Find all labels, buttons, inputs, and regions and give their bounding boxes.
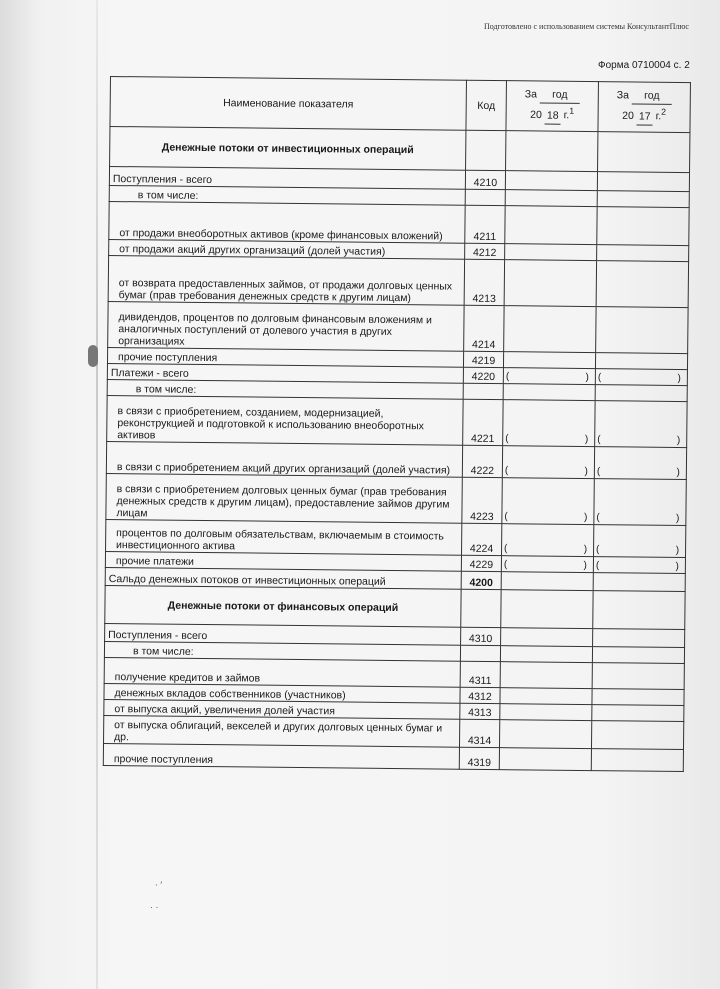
- cash-flow-table-wrap: [103, 76, 690, 772]
- indicator-name: в связи с приобретением долговых ценных бумаг (прав требования денежных средств к другим лицам), предоставление займов другим лицам: [106, 473, 462, 523]
- indicator-name: в том числе:: [104, 641, 460, 661]
- value-cell-period2[interactable]: [598, 132, 690, 173]
- period1-year: 18: [545, 108, 561, 124]
- table-row: [108, 255, 688, 307]
- value-cell-period2[interactable]: [593, 629, 685, 648]
- close-paren: ): [676, 434, 681, 446]
- table-header-row: [110, 77, 690, 133]
- indicator-name: от продажи акций других организаций (долей участия): [109, 239, 465, 259]
- period1-prefix: 20: [530, 109, 542, 122]
- value-cell-period1[interactable]: [505, 244, 597, 261]
- indicator-code: 4224: [462, 523, 502, 555]
- open-paren: (: [596, 512, 600, 524]
- indicator-code: 4223: [462, 477, 502, 523]
- indicator-code: [460, 645, 500, 661]
- value-cell-period2[interactable]: [592, 647, 684, 664]
- scan-specks: ⋅ ′: [155, 880, 163, 890]
- indicator-code: [466, 130, 506, 170]
- period1-note: 1: [569, 106, 575, 117]
- close-paren: ): [675, 512, 680, 524]
- value-cell-period2[interactable]: [597, 207, 689, 246]
- open-paren: (: [597, 434, 601, 446]
- value-cell-period2[interactable]: [594, 447, 686, 480]
- column-header-name: Наименование показателя: [110, 77, 467, 131]
- close-paren: ): [583, 559, 587, 572]
- indicator-code: 4313: [460, 703, 500, 719]
- value-cell-period2[interactable]: [593, 573, 685, 592]
- close-paren: ): [585, 371, 589, 384]
- close-paren: ): [584, 465, 588, 478]
- value-cell-period1[interactable]: [503, 400, 595, 447]
- scan-specks-2: · ·: [150, 902, 159, 912]
- open-paren: (: [504, 543, 508, 555]
- close-paren: ): [677, 372, 681, 384]
- indicator-name: Сальдо денежных потоков от инвестиционных операций: [105, 567, 461, 589]
- indicator-code: 4314: [459, 719, 499, 747]
- period1-period: год: [540, 88, 580, 104]
- value-cell-period2[interactable]: [592, 705, 684, 722]
- indicator-name: в том числе:: [107, 379, 463, 399]
- value-cell-period2[interactable]: [593, 591, 685, 630]
- indicator-code: 4222: [462, 445, 502, 477]
- binder-hole: [88, 345, 98, 367]
- table-row: [106, 441, 686, 479]
- indicator-name: от выпуска облигаций, векселей и других долговых ценных бумаг и др.: [104, 715, 460, 747]
- table-row: [108, 301, 688, 353]
- indicator-name: Поступления - всего: [105, 623, 461, 645]
- table-body: [103, 127, 690, 772]
- value-cell-period2[interactable]: [596, 307, 688, 354]
- indicator-code: 4213: [464, 259, 504, 305]
- value-cell-period1[interactable]: [505, 171, 597, 191]
- indicator-code: 4220: [463, 367, 503, 383]
- close-paren: ): [584, 433, 589, 446]
- value-cell-period1[interactable]: [501, 572, 593, 591]
- value-cell-period1[interactable]: [506, 131, 598, 172]
- indicator-code: 4229: [461, 555, 501, 571]
- value-cell-period2[interactable]: [596, 261, 688, 308]
- indicator-code: [461, 589, 501, 627]
- cash-flow-table: [103, 76, 691, 772]
- value-cell-period2[interactable]: [595, 369, 687, 386]
- section-title: Денежные потоки от инвестиционных операций: [110, 127, 466, 171]
- section-row: [110, 127, 690, 173]
- open-paren: (: [596, 544, 600, 556]
- value-cell-period1[interactable]: [499, 748, 591, 771]
- indicator-name: от возврата предоставленных займов, от продажи долговых ценных бумаг (прав требования денежных средств к другим лицам): [108, 255, 464, 305]
- period2-note: 2: [661, 107, 667, 118]
- period2-prefix: 20: [622, 110, 634, 123]
- value-cell-period1[interactable]: [502, 478, 594, 525]
- open-paren: (: [596, 466, 601, 478]
- indicator-code: 4211: [465, 205, 505, 243]
- indicator-name: в связи с приобретением акций других организаций (долей участия): [106, 441, 462, 477]
- close-paren: ): [583, 543, 588, 556]
- indicator-name: прочие поступления: [103, 743, 459, 769]
- page-fold: [96, 0, 98, 989]
- value-cell-period1[interactable]: [503, 368, 595, 385]
- indicator-name: от выпуска акций, увеличения долей участия: [104, 699, 460, 719]
- indicator-code: 4312: [460, 687, 500, 703]
- period2-year: 17: [637, 109, 653, 125]
- indicator-code: 4221: [463, 399, 503, 445]
- value-cell-period2[interactable]: [593, 525, 685, 558]
- indicator-name: прочие поступления: [107, 347, 463, 367]
- value-cell-period2[interactable]: [595, 401, 687, 448]
- open-paren: (: [597, 372, 602, 384]
- indicator-name: от продажи внеоборотных активов (кроме финансовых вложений): [109, 201, 465, 243]
- value-cell-period2[interactable]: [597, 191, 689, 208]
- column-header-period2: [598, 82, 691, 133]
- prepared-with-note: Подготовлено с использованием системы КонсультантПлюс: [484, 22, 689, 31]
- indicator-code: 4310: [461, 627, 501, 645]
- indicator-name: процентов по долговым обязательствам, включаемым в стоимость инвестиционного актива: [106, 519, 462, 555]
- value-cell-period1[interactable]: [504, 306, 596, 353]
- value-cell-period1[interactable]: [501, 590, 593, 629]
- value-cell-period2[interactable]: [591, 749, 683, 772]
- indicator-code: 4214: [464, 305, 504, 351]
- value-cell-period1[interactable]: [504, 260, 596, 307]
- value-cell-period1[interactable]: [501, 556, 593, 573]
- open-paren: (: [595, 560, 600, 572]
- table-row: [106, 519, 686, 557]
- value-cell-period2[interactable]: [592, 663, 684, 690]
- value-cell-period1[interactable]: [499, 720, 591, 749]
- value-cell-period2[interactable]: [591, 721, 683, 750]
- value-cell-period2[interactable]: [592, 689, 684, 706]
- indicator-code: 4319: [459, 747, 499, 769]
- period1-suffix: г.: [563, 109, 570, 122]
- value-cell-period1[interactable]: [503, 352, 595, 369]
- period2-suffix: г.: [655, 110, 662, 123]
- value-cell-period1[interactable]: [502, 446, 594, 479]
- value-cell-period2[interactable]: [595, 353, 687, 370]
- close-paren: ): [676, 466, 680, 478]
- indicator-code: 4219: [463, 351, 503, 367]
- value-cell-period1[interactable]: [500, 704, 592, 721]
- period2-za: За: [616, 89, 630, 102]
- value-cell-period2[interactable]: [593, 557, 685, 574]
- table-row: [103, 743, 683, 771]
- close-paren: ): [675, 544, 680, 556]
- indicator-code: [463, 383, 503, 399]
- table-row: [109, 201, 689, 245]
- indicator-name: в связи с приобретением, созданием, модернизацией, реконструкцией и подготовкой к использованию внеоборотных активов: [107, 395, 463, 445]
- value-cell-period2[interactable]: [597, 245, 689, 262]
- open-paren: (: [504, 465, 509, 477]
- indicator-code: 4311: [460, 661, 500, 687]
- value-cell-period1[interactable]: [501, 524, 593, 557]
- indicator-name: получение кредитов и займов: [104, 657, 460, 687]
- period2-period: год: [632, 89, 672, 105]
- section-row: [105, 585, 685, 629]
- indicator-name: Платежи - всего: [107, 363, 463, 383]
- indicator-code: [465, 189, 505, 205]
- indicator-name: денежных вкладов собственников (участников): [104, 683, 460, 703]
- period1-za: За: [524, 88, 538, 101]
- value-cell-period1[interactable]: [501, 628, 593, 647]
- column-header-code: Код: [466, 80, 507, 130]
- indicator-name: дивидендов, процентов по долговым финансовым вложениям и аналогичных поступлений от долевого участия в других организациях: [108, 301, 464, 351]
- section-title: Денежные потоки от финансовых операций: [105, 585, 461, 627]
- indicator-code: 4210: [465, 170, 505, 189]
- indicator-name: Поступления - всего: [109, 167, 465, 190]
- close-paren: ): [584, 511, 588, 524]
- form-reference: Форма 0710004 с. 2: [598, 60, 690, 71]
- open-paren: (: [505, 433, 509, 445]
- open-paren: (: [503, 559, 508, 571]
- close-paren: ): [675, 560, 679, 572]
- value-cell-period1[interactable]: [500, 688, 592, 705]
- value-cell-period2[interactable]: [594, 479, 686, 526]
- value-cell-period1[interactable]: [505, 206, 597, 245]
- value-cell-period2[interactable]: [597, 172, 689, 192]
- value-cell-period2[interactable]: [595, 385, 687, 402]
- indicator-code: 4212: [465, 243, 505, 259]
- open-paren: (: [504, 511, 508, 523]
- table-row: [106, 473, 686, 525]
- column-header-period1: [506, 81, 599, 132]
- value-cell-period1[interactable]: [505, 190, 597, 207]
- open-paren: (: [505, 371, 510, 383]
- value-cell-period1[interactable]: [503, 384, 595, 401]
- indicator-name: в том числе:: [109, 185, 465, 205]
- value-cell-period1[interactable]: [500, 646, 592, 663]
- indicator-name: прочие платежи: [105, 551, 461, 571]
- table-row: [107, 395, 687, 447]
- value-cell-period1[interactable]: [500, 662, 592, 689]
- indicator-code: 4200: [461, 571, 501, 589]
